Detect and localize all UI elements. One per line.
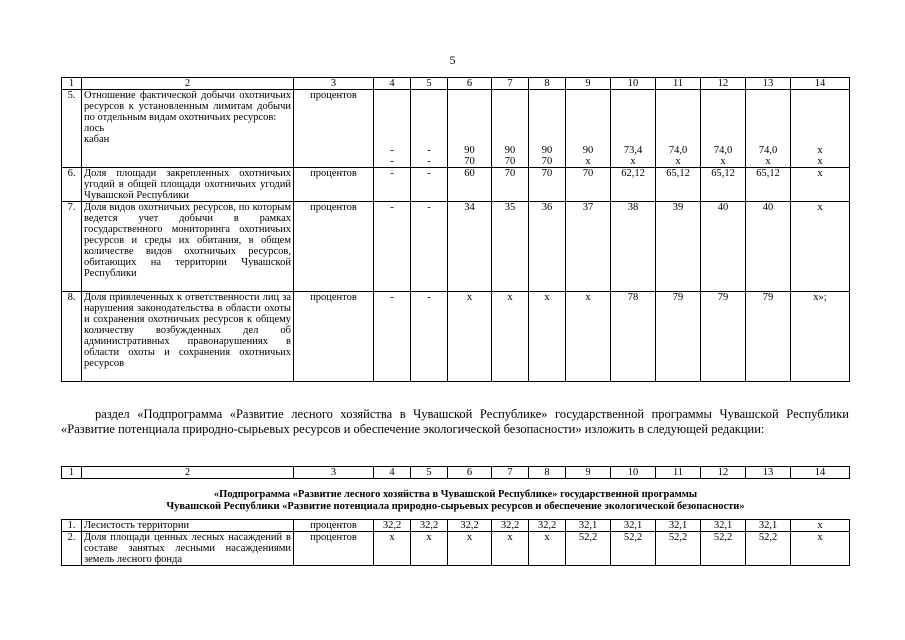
col-header: 14 xyxy=(791,467,850,479)
indicators-table-1 xyxy=(61,77,850,382)
col-header: 8 xyxy=(529,78,566,90)
value-cell: - - xyxy=(374,90,411,168)
col-header: 11 xyxy=(656,467,701,479)
value-cell: 52,2 xyxy=(611,532,656,566)
value-cell: 79 xyxy=(656,292,701,382)
indicator-name: Доля привлеченных к ответственности лиц за нарушения законодательства в области охоты и сохранения охотничьих ресурсов к общему количеству возбужденных дел об административных правонарушениях в области охоты и сохранения охотничьих ресурсов xyxy=(82,292,294,382)
table-row xyxy=(62,532,850,566)
unit-cell: процентов xyxy=(294,532,374,566)
col-header: 7 xyxy=(492,78,529,90)
row-number: 5. xyxy=(62,90,82,168)
subtitle-line: «Подпрограмма «Развитие лесного хозяйства в Чувашской Республике» государственной программы xyxy=(213,489,698,500)
amendment-paragraph: раздел «Подпрограмма «Развитие лесного хозяйства в Чувашской Республике» государственной программы Чувашской Республики «Развитие потенциала природно-сырьевых ресурсов и обеспечение экологической безопасности» изложить в следующей редакции: xyxy=(61,407,849,436)
col-header: 1 xyxy=(62,467,82,479)
value-cell: 90 х xyxy=(566,90,611,168)
value-cell: 52,2 xyxy=(701,532,746,566)
value-cell: 78 xyxy=(611,292,656,382)
value-cell: 73,4 х xyxy=(611,90,656,168)
table-row xyxy=(62,292,850,382)
value-cell: 32,2 xyxy=(448,520,492,532)
col-header: 9 xyxy=(566,467,611,479)
value-cell: - xyxy=(411,202,448,292)
col-header: 9 xyxy=(566,78,611,90)
table-row xyxy=(62,520,850,532)
col-header: 14 xyxy=(791,78,850,90)
table-row xyxy=(62,168,850,202)
unit-cell: процентов xyxy=(294,292,374,382)
col-header: 5 xyxy=(411,78,448,90)
value-cell: 32,2 xyxy=(492,520,529,532)
value-cell: 32,2 xyxy=(529,520,566,532)
value-cell: 35 xyxy=(492,202,529,292)
value-cell: х xyxy=(448,532,492,566)
value-cell: 70 xyxy=(566,168,611,202)
col-header: 10 xyxy=(611,78,656,90)
col-header: 3 xyxy=(294,78,374,90)
col-header: 5 xyxy=(411,467,448,479)
value-cell: х xyxy=(492,532,529,566)
col-header: 12 xyxy=(701,78,746,90)
value-cell: 32,1 xyxy=(746,520,791,532)
value-cell: х xyxy=(492,292,529,382)
col-header: 11 xyxy=(656,78,701,90)
col-header: 10 xyxy=(611,467,656,479)
indicator-name xyxy=(82,90,294,168)
value-cell: 65,12 xyxy=(701,168,746,202)
value-cell: 32,2 xyxy=(374,520,411,532)
value-cell: 79 xyxy=(746,292,791,382)
value-cell: 79 xyxy=(701,292,746,382)
value-cell: 90 70 xyxy=(492,90,529,168)
value-cell: х xyxy=(448,292,492,382)
value-cell: - xyxy=(374,202,411,292)
value-cell: 32,1 xyxy=(611,520,656,532)
col-header: 3 xyxy=(294,467,374,479)
value-cell: - xyxy=(411,292,448,382)
value-cell: 32,1 xyxy=(566,520,611,532)
value-cell: 74,0 х xyxy=(746,90,791,168)
col-header: 1 xyxy=(62,78,82,90)
unit-cell: процентов xyxy=(294,202,374,292)
value-cell: 32,1 xyxy=(701,520,746,532)
indicator-sub: кабан xyxy=(84,134,110,145)
value-cell: 70 xyxy=(492,168,529,202)
indicator-sub: лось xyxy=(84,123,105,134)
value-cell: 62,12 xyxy=(611,168,656,202)
indicators-table-2 xyxy=(61,466,850,566)
indicator-name: Доля площади ценных лесных насаждений в составе занятых лесными насаждениями земель лесного фонда xyxy=(82,532,294,566)
value-cell: - xyxy=(411,168,448,202)
value-cell: х xyxy=(791,168,850,202)
value-cell: х xyxy=(566,292,611,382)
value-cell: 37 xyxy=(566,202,611,292)
indicator-title: Отношение фактической добычи охотничьих ресурсов к установленным лимитам добычи по отдельным видам охотничьих ресурсов: xyxy=(84,90,291,123)
value-cell: 90 70 xyxy=(448,90,492,168)
value-cell: 40 xyxy=(701,202,746,292)
value-cell: х xyxy=(411,532,448,566)
value-cell: 52,2 xyxy=(656,532,701,566)
value-cell: 70 xyxy=(529,168,566,202)
row-number: 1. xyxy=(62,520,82,532)
subtitle-row xyxy=(62,479,850,520)
value-cell: 65,12 xyxy=(746,168,791,202)
col-header: 4 xyxy=(374,467,411,479)
value-cell: 52,2 xyxy=(566,532,611,566)
col-header: 8 xyxy=(529,467,566,479)
value-cell: 38 xyxy=(611,202,656,292)
unit-cell: процентов xyxy=(294,90,374,168)
row-number: 8. xyxy=(62,292,82,382)
value-cell: х xyxy=(529,292,566,382)
value-cell: 74,0 х xyxy=(701,90,746,168)
value-cell: 52,2 xyxy=(746,532,791,566)
header-row xyxy=(62,78,850,90)
value-cell: 36 xyxy=(529,202,566,292)
value-cell: - xyxy=(374,168,411,202)
indicator-name: Лесистость территории xyxy=(82,520,294,532)
value-cell: х х xyxy=(791,90,850,168)
row-number: 7. xyxy=(62,202,82,292)
col-header: 7 xyxy=(492,467,529,479)
indicator-name: Доля площади закрепленных охотничьих угодий в общей площади охотничьих угодий Чувашской Республики xyxy=(82,168,294,202)
subtitle-line: Чувашской Республики «Развитие потенциала природно-сырьевых ресурсов и обеспечение экологической безопасности» xyxy=(166,501,745,512)
col-header: 4 xyxy=(374,78,411,90)
value-cell: х xyxy=(374,532,411,566)
value-cell: 40 xyxy=(746,202,791,292)
value-cell: 74,0 х xyxy=(656,90,701,168)
value-cell: х xyxy=(791,520,850,532)
value-cell: 32,2 xyxy=(411,520,448,532)
header-row xyxy=(62,467,850,479)
value-cell: х xyxy=(791,202,850,292)
col-header: 6 xyxy=(448,78,492,90)
col-header: 13 xyxy=(746,78,791,90)
col-header: 13 xyxy=(746,467,791,479)
value-cell: х xyxy=(529,532,566,566)
table-row xyxy=(62,90,850,168)
value-cell: 34 xyxy=(448,202,492,292)
table-row xyxy=(62,202,850,292)
row-number: 2. xyxy=(62,532,82,566)
col-header: 6 xyxy=(448,467,492,479)
value-cell: 39 xyxy=(656,202,701,292)
row-number: 6. xyxy=(62,168,82,202)
page-number: 5 xyxy=(449,53,456,67)
value-cell: 65,12 xyxy=(656,168,701,202)
col-header: 2 xyxy=(82,78,294,90)
value-cell: х xyxy=(791,532,850,566)
indicator-name: Доля видов охотничьих ресурсов, по которым ведется учет добычи в рамках государственного мониторинга охотничьих ресурсов и среды их обитания, в общем количестве видов охотничьих ресурсов, обитающих на территории Чувашской Республики xyxy=(82,202,294,292)
value-cell: 60 xyxy=(448,168,492,202)
col-header: 12 xyxy=(701,467,746,479)
value-cell: - - xyxy=(411,90,448,168)
unit-cell: процентов xyxy=(294,520,374,532)
value-cell: х»; xyxy=(791,292,850,382)
value-cell: 32,1 xyxy=(656,520,701,532)
col-header: 2 xyxy=(82,467,294,479)
value-cell: 90 70 xyxy=(529,90,566,168)
unit-cell: процентов xyxy=(294,168,374,202)
subprogram-title xyxy=(62,479,850,520)
value-cell: - xyxy=(374,292,411,382)
